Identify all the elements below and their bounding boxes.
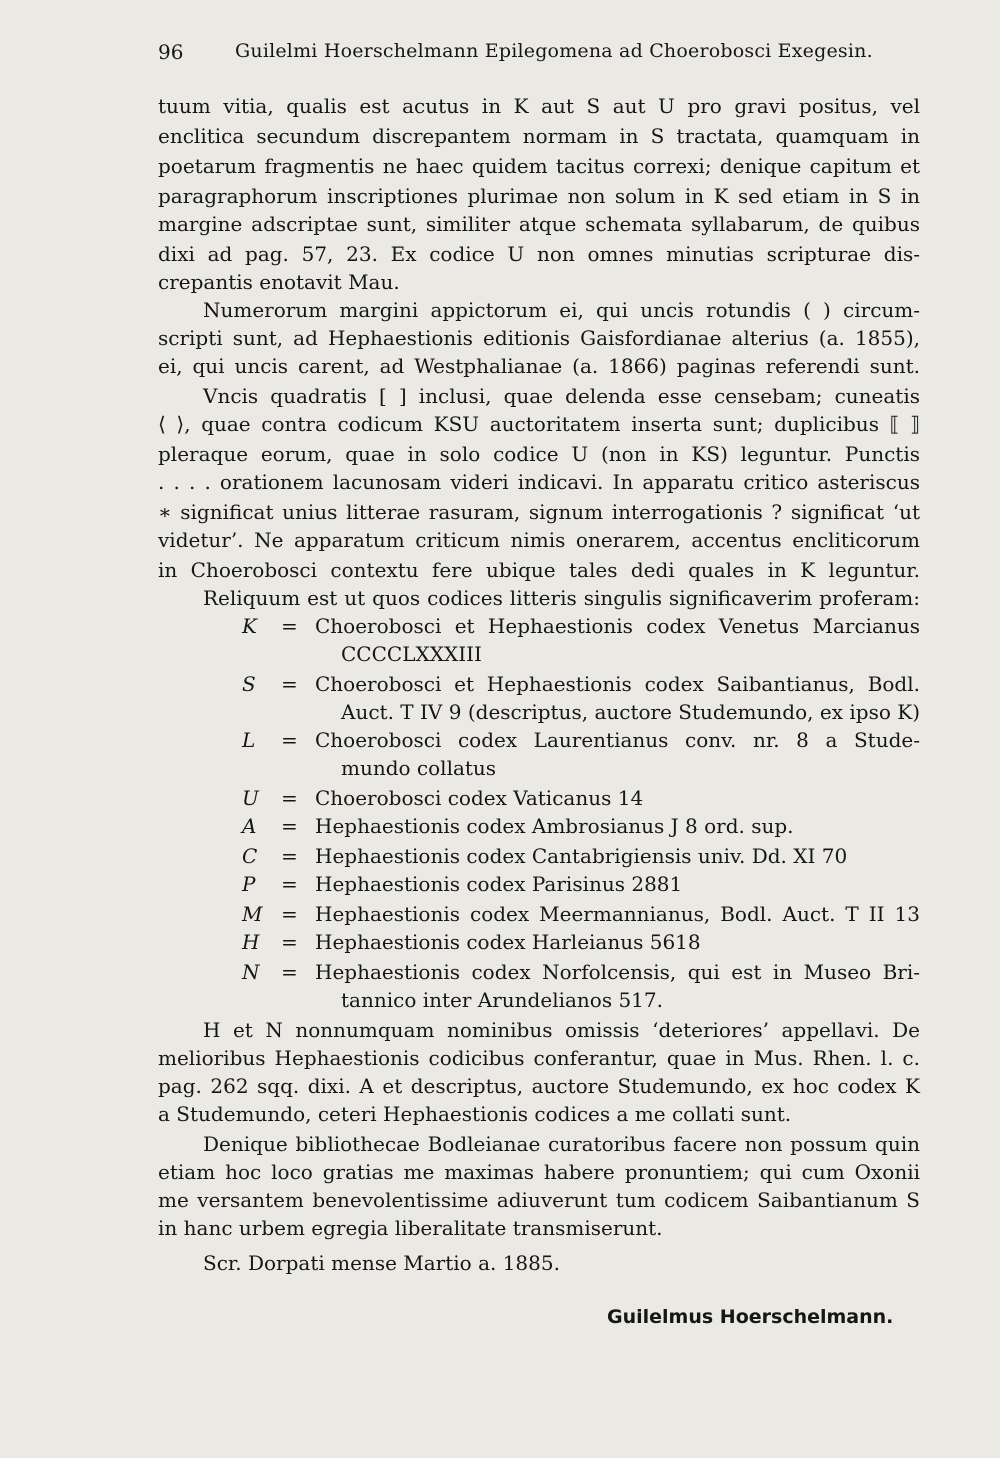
equals-sign: = bbox=[281, 614, 298, 638]
equals-sign: = bbox=[281, 672, 298, 696]
body-line: Numerorum margini appictorum ei, qui uncis rotundis ( ) circum- bbox=[203, 298, 920, 322]
siglum: N bbox=[242, 960, 260, 984]
body-line: tuum vitia, qualis est acutus in K aut S aut U pro gravi positus, vel bbox=[158, 94, 920, 118]
body-line: H et N nonnumquam nominibus omissis ‘deteriores’ appellavi. De bbox=[203, 1018, 920, 1042]
siglum-description: Choerobosci et Hephaestionis codex Venetus Marcianus bbox=[315, 614, 920, 638]
siglum: L bbox=[242, 728, 256, 752]
body-line: . . . . orationem lacunosam videri indicavi. In apparatu critico asteriscus bbox=[158, 470, 920, 494]
equals-sign: = bbox=[281, 844, 298, 868]
siglum-description: tannico inter Arundelianos 517. bbox=[341, 988, 663, 1012]
siglum: U bbox=[242, 786, 259, 810]
body-line: enclitica secundum discrepantem normam in S tractata, quamquam in bbox=[158, 124, 920, 148]
body-line: dixi ad pag. 57, 23. Ex codice U non omnes minutias scripturae dis- bbox=[158, 242, 920, 266]
body-line: ⟨ ⟩, quae contra codicum KSU auctoritatem inserta sunt; duplicibus ⟦ ⟧ bbox=[158, 412, 920, 436]
equals-sign: = bbox=[281, 728, 298, 752]
siglum-description: CCCCLXXXIII bbox=[341, 642, 482, 666]
body-line: Denique bibliothecae Bodleianae curatoribus facere non possum quin bbox=[203, 1132, 920, 1156]
siglum-description: Hephaestionis codex Cantabrigiensis univ. Dd. XI 70 bbox=[315, 844, 848, 868]
body-line: in Choerobosci contextu fere ubique tales dedi quales in K leguntur. bbox=[158, 558, 920, 582]
body-line: Reliquum est ut quos codices litteris singulis significaverim proferam: bbox=[203, 586, 920, 610]
body-line: scripti sunt, ad Hephaestionis editionis Gaisfordianae alterius (a. 1855), bbox=[158, 326, 920, 350]
equals-sign: = bbox=[281, 872, 298, 896]
running-title: Guilelmi Hoerschelmann Epilegomena ad Choerobosci Exegesin. bbox=[235, 40, 873, 62]
dateline: Scr. Dorpati mense Martio a. 1885. bbox=[203, 1251, 560, 1275]
equals-sign: = bbox=[281, 786, 298, 810]
equals-sign: = bbox=[281, 960, 298, 984]
body-line: ∗ significat unius litterae rasuram, signum interrogationis ? significat ‘ut bbox=[158, 500, 920, 524]
body-line: crepantis enotavit Mau. bbox=[158, 270, 400, 294]
siglum-description: Hephaestionis codex Ambrosianus J 8 ord. sup. bbox=[315, 814, 794, 838]
equals-sign: = bbox=[281, 930, 298, 954]
siglum-description: Auct. T IV 9 (descriptus, auctore Studemundo, ex ipso K) bbox=[341, 700, 920, 724]
siglum-description: Choerobosci et Hephaestionis codex Saibantianus, Bodl. bbox=[315, 672, 920, 696]
siglum: C bbox=[242, 844, 258, 868]
body-line: paragraphorum inscriptiones plurimae non solum in K sed etiam in S in bbox=[158, 184, 920, 208]
body-line: melioribus Hephaestionis codicibus conferantur, quae in Mus. Rhen. l. c. bbox=[158, 1046, 920, 1070]
siglum: M bbox=[242, 902, 263, 926]
body-line: videtur’. Ne apparatum criticum nimis onerarem, accentus encliticorum bbox=[158, 528, 920, 552]
siglum: A bbox=[242, 814, 257, 838]
siglum-description: mundo collatus bbox=[341, 756, 497, 780]
siglum-description: Hephaestionis codex Meermannianus, Bodl. Auct. T II 13 bbox=[315, 902, 920, 926]
siglum-description: Choerobosci codex Laurentianus conv. nr. 8 a Stude- bbox=[315, 728, 920, 752]
body-line: pleraque eorum, quae in solo codice U (non in KS) leguntur. Punctis bbox=[158, 442, 920, 466]
body-line: me versantem benevolentissime adiuverunt tum codicem Saibantianum S bbox=[158, 1188, 920, 1212]
siglum-description: Hephaestionis codex Norfolcensis, qui est in Museo Bri- bbox=[315, 960, 920, 984]
equals-sign: = bbox=[281, 814, 298, 838]
siglum: K bbox=[242, 614, 257, 638]
siglum-description: Hephaestionis codex Parisinus 2881 bbox=[315, 872, 683, 896]
body-line: margine adscriptae sunt, similiter atque schemata syllabarum, de quibus bbox=[158, 212, 920, 236]
body-line: Vncis quadratis [ ] inclusi, quae delenda esse censebam; cuneatis bbox=[203, 384, 920, 408]
body-line: poetarum fragmentis ne haec quidem tacitus correxi; denique capitum et bbox=[158, 154, 920, 178]
siglum: S bbox=[242, 672, 256, 696]
body-line: etiam hoc loco gratias me maximas habere pronuntiem; qui cum Oxonii bbox=[158, 1160, 920, 1184]
page-number: 96 bbox=[158, 40, 184, 64]
body-line: pag. 262 sqq. dixi. A et descriptus, auctore Studemundo, ex hoc codex K bbox=[158, 1074, 920, 1098]
body-line: a Studemundo, ceteri Hephaestionis codices a me collati sunt. bbox=[158, 1102, 792, 1126]
equals-sign: = bbox=[281, 902, 298, 926]
body-line: ei, qui uncis carent, ad Westphalianae (a. 1866) paginas referendi sunt. bbox=[158, 354, 920, 378]
siglum: P bbox=[242, 872, 256, 896]
body-line: in hanc urbem egregia liberalitate transmiserunt. bbox=[158, 1216, 663, 1240]
siglum: H bbox=[242, 930, 260, 954]
siglum-description: Choerobosci codex Vaticanus 14 bbox=[315, 786, 644, 810]
siglum-description: Hephaestionis codex Harleianus 5618 bbox=[315, 930, 701, 954]
author-signature: Guilelmus Hoerschelmann. bbox=[607, 1306, 894, 1328]
